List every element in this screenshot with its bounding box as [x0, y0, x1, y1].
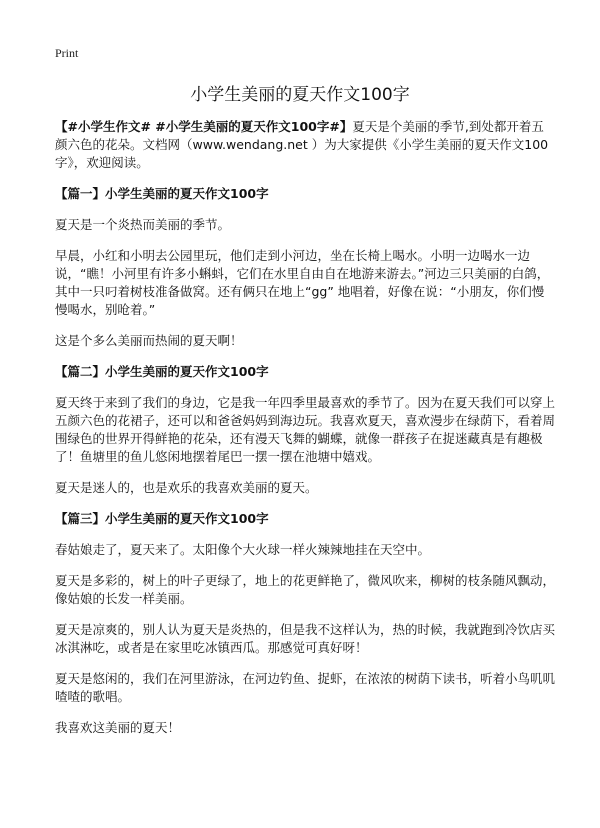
paragraph: 这是个多么美丽而热闹的夏天啊！	[55, 333, 243, 348]
print-link[interactable]: Print	[55, 46, 79, 60]
section-1	[55, 185, 555, 350]
paragraph: 夏天是迷人的，也是欢乐的我喜欢美丽的夏天。	[55, 480, 318, 495]
paragraph: 早晨，小红和小明去公园里玩，他们走到小河边，坐在长椅上喝水。小明一边喝水一边说，“瞧！小河里有许多小蝌蚪，它们在水里自由自在地游来游去。”河边三只美丽的白鸽，其中一只叼着树枝准备做窝。还有俩只在地上“gg” 地唱着，好像在说：“小朋友，你们慢慢喝水，别呛着。”	[55, 248, 550, 317]
paragraph: 夏天终于来到了我们的身边，它是我一年四季里最喜欢的季节了。因为在夏天我们可以穿上五颜六色的花裙子，还可以和爸爸妈妈到海边玩。我喜欢夏天，喜欢漫步在绿荫下，看着周围绿色的世界开得鲜艳的花朵，还有漫天飞舞的蝴蝶，就像一群孩子在捉迷藏真是有趣极了！鱼塘里的鱼儿悠闲地摆着尾巴一摆一摆在池塘中嬉戏。	[55, 395, 556, 464]
paragraph: 我喜欢这美丽的夏天！	[55, 720, 181, 735]
intro-tags: 【#小学生作文# #小学生美丽的夏天作文100字#】	[55, 119, 353, 134]
page-title: 小学生美丽的夏天作文100字	[190, 85, 410, 105]
section-2	[55, 363, 555, 497]
paragraph: 夏天是多彩的，树上的叶子更绿了，地上的花更鲜艳了，微风吹来，柳树的枝条随风飘动，像姑娘的长发一样美丽。	[55, 573, 556, 606]
section-heading: 【篇一】小学生美丽的夏天作文100字	[55, 186, 269, 201]
paragraph: 夏天是凉爽的，别人认为夏天是炎热的，但是我不这样认为，热的时候，我就跑到冷饮店买冰淇淋吃，或者是在家里吃冰镇西瓜。那感觉可真好呀！	[55, 622, 556, 655]
intro-text: 夏天是个美丽的季节,到处都开着五颜六色的花朵。文档网（www.wendang.net ）为大家提供《小学生美丽的夏天作文100字》，欢迎阅读。	[55, 119, 549, 170]
section-3	[55, 510, 555, 737]
section-heading: 【篇二】小学生美丽的夏天作文100字	[55, 364, 269, 379]
article-body	[55, 118, 555, 750]
paragraph: 夏天是悠闲的，我们在河里游泳，在河边钓鱼、捉虾，在浓浓的树荫下读书，听着小鸟叽叽喳喳的歌唱。	[55, 671, 556, 704]
section-heading: 【篇三】小学生美丽的夏天作文100字	[55, 511, 269, 526]
intro-paragraph	[55, 118, 555, 172]
paragraph: 夏天是一个炎热而美丽的季节。	[55, 217, 231, 232]
paragraph: 春姑娘走了，夏天来了。太阳像个大火球一样火辣辣地挂在天空中。	[55, 542, 431, 557]
